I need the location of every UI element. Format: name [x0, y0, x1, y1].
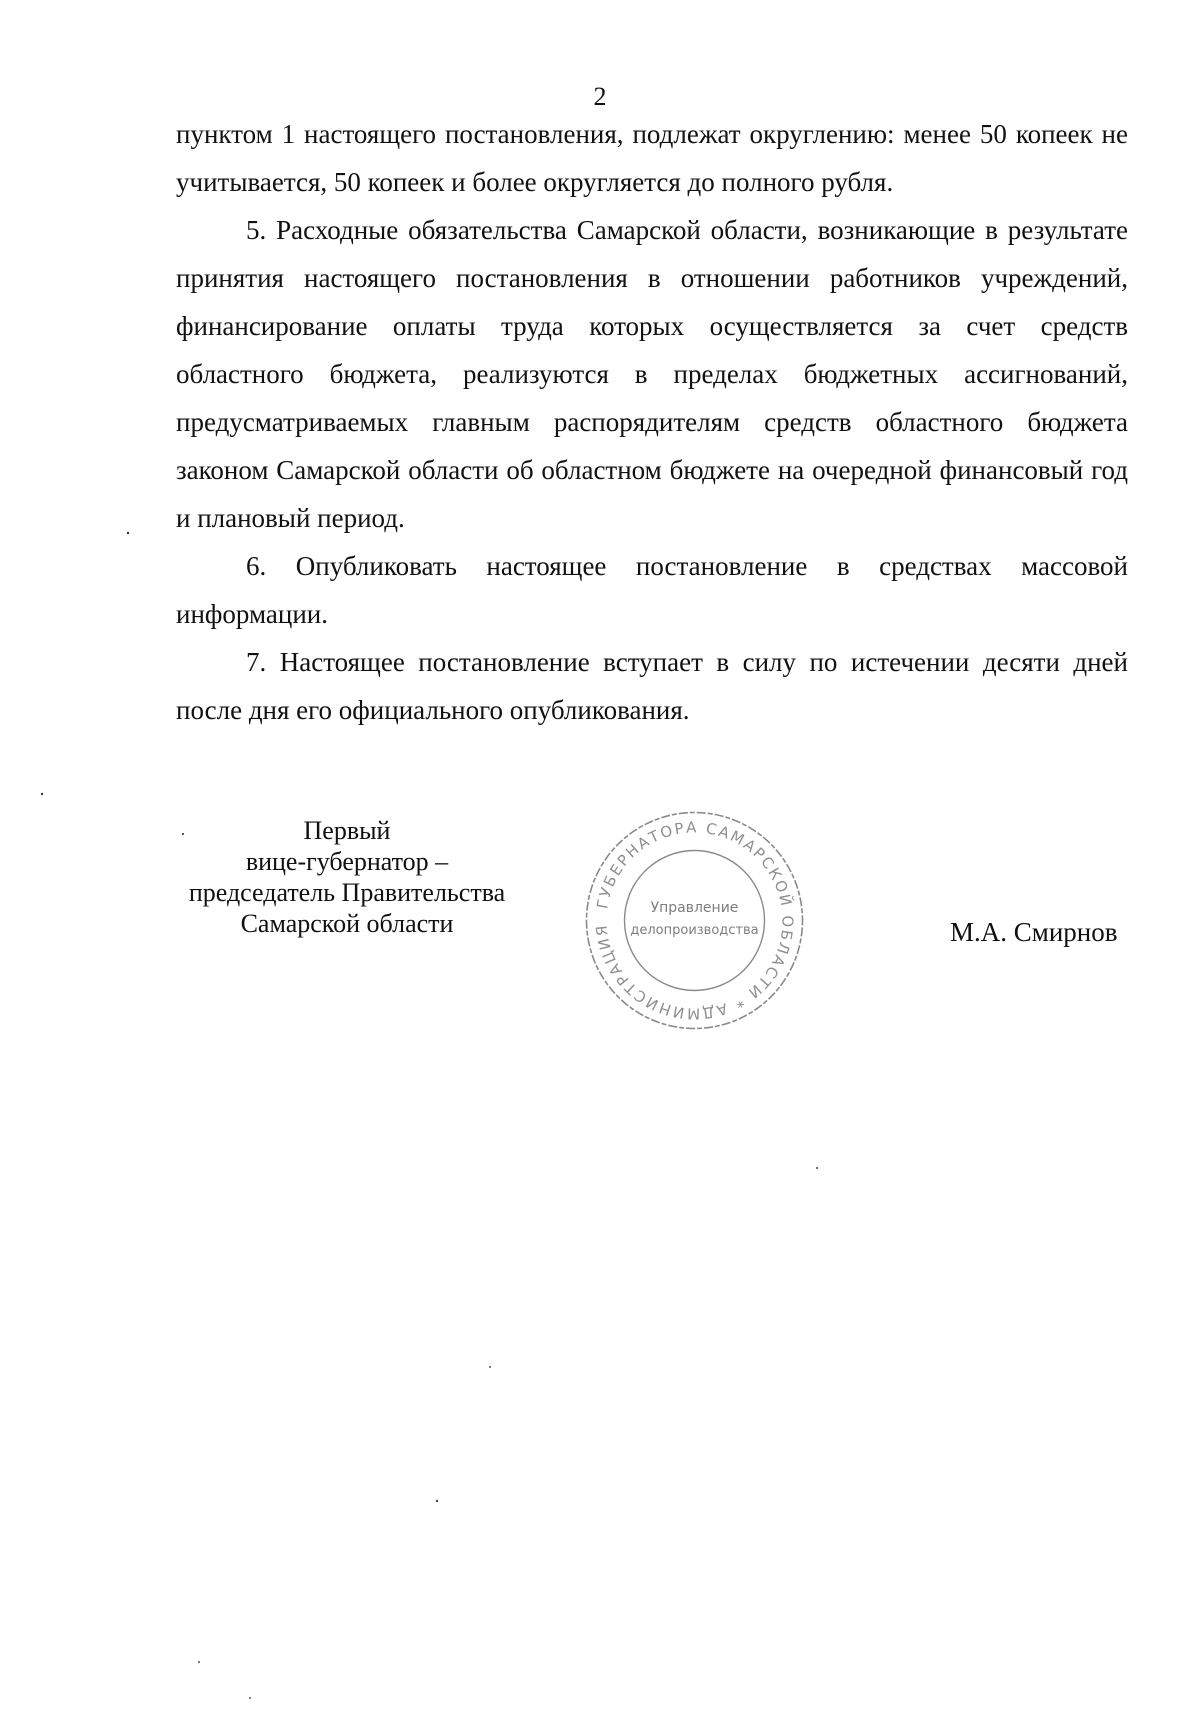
paragraph-5: 5. Расходные обязательства Самарской области, возникающие в результате принятия настоящего постановления в отношении работников учреждений, финансирование оплаты труда которых осуществляется за счет средств областного бюджета, реализуются в пределах бюджетных ассигнований, предусматриваемых главным распорядителям средств областного бюджета законом Самарской области об областном бюджете на очередной финансовый год и плановый период.	[176, 215, 1128, 533]
stamp-inner-line-2: делопроизводства	[630, 923, 759, 938]
signatory-position-line-2: вице-губернатор –	[245, 847, 449, 876]
signatory-position-line-3: председатель Правительства	[188, 878, 506, 907]
signatory-position-line-4: Самарской области	[240, 909, 454, 938]
stamp-inner-line-1: Управление	[650, 900, 739, 916]
paragraph-4-continuation: пунктом 1 настоящего постановления, подлежат округлению: менее 50 копеек не учитывается, 50 копеек и более округляется до полного рубля.	[176, 119, 1128, 197]
signatory-name: М.А. Смирнов	[950, 917, 1118, 947]
signatory-position-line-1: Первый	[303, 816, 391, 845]
document-body	[176, 110, 1128, 734]
official-stamp	[582, 808, 807, 1033]
page-number: 2	[593, 82, 607, 111]
stamp-inner-ring	[625, 851, 765, 991]
signatory-position	[172, 815, 522, 939]
paragraph-6: 6. Опубликовать настоящее постановление в средствах массовой информации.	[176, 551, 1128, 629]
paragraph-7: 7. Настоящее постановление вступает в силу по истечении десяти дней после дня его официального опубликования.	[176, 647, 1128, 725]
stamp-outer-text: ГУБЕРНАТОРА САМАРСКОЙ ОБЛАСТИ * АДМИНИСТРАЦИЯ	[592, 818, 797, 1023]
stamp-outer-ring	[587, 813, 803, 1029]
